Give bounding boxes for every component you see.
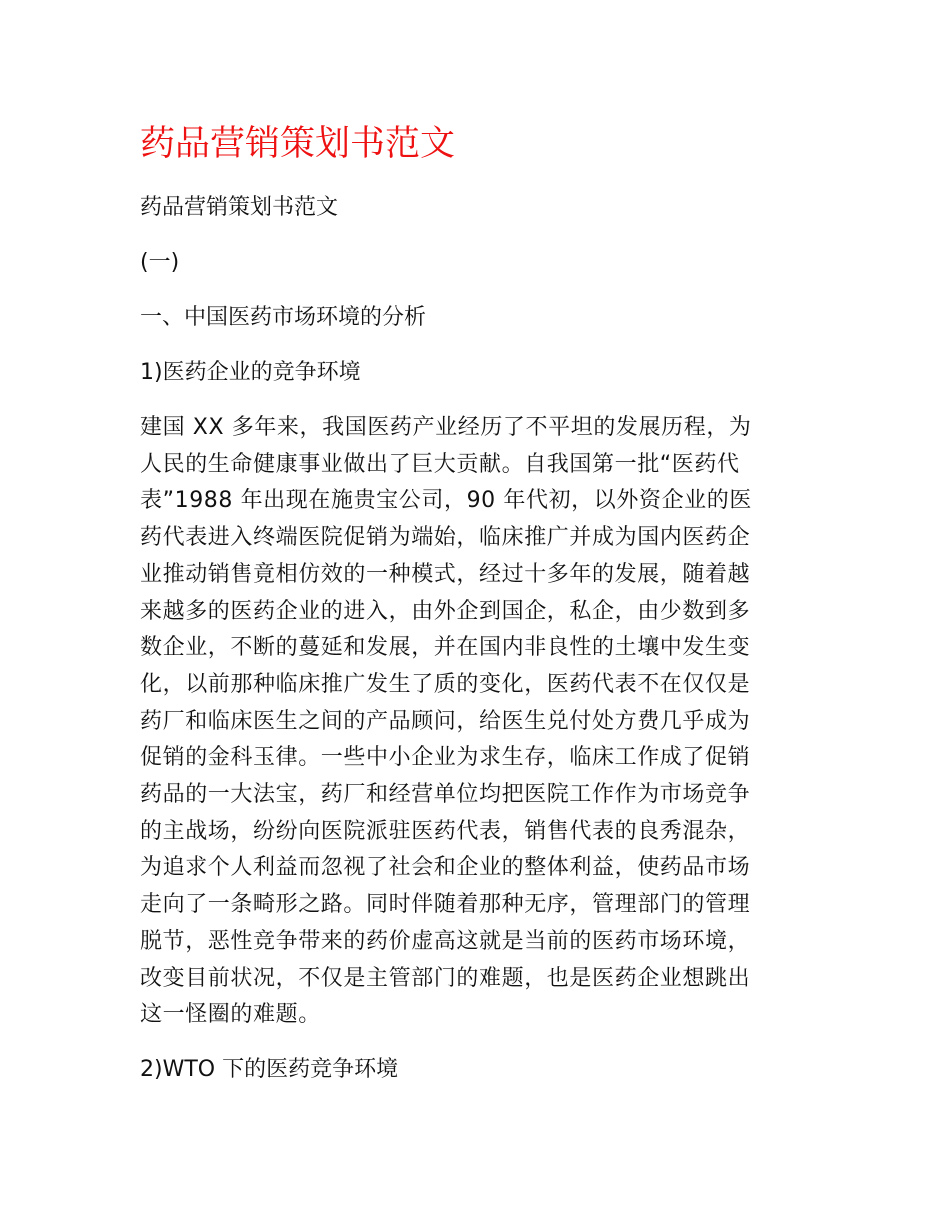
paragraph-line: 为追求个人利益而忽视了社会和企业的整体利益，使药品市场	[140, 855, 751, 881]
paragraph-line: 走向了一条畸形之路。同时伴随着那种无序，管理部门的管理	[140, 892, 751, 918]
part-label: (一)	[140, 250, 180, 275]
section-heading-1: 一、中国医药市场环境的分析	[140, 305, 427, 330]
paragraph-line: 这一怪圈的难题。	[140, 1002, 321, 1028]
paragraph-line: 人民的生命健康事业做出了巨大贡献。自我国第一批“医药代	[140, 451, 740, 477]
paragraph-line: 药厂和临床医生之间的产品顾问，给医生兑付处方费几乎成为	[140, 708, 751, 734]
paragraph-line: 建国 XX 多年来，我国医药产业经历了不平坦的发展历程，为	[140, 415, 752, 440]
subsection-heading-2: 2)WTO 下的医药竞争环境	[140, 1057, 399, 1082]
paragraph-line: 促销的金科玉律。一些中小企业为求生存，临床工作成了促销	[140, 745, 751, 771]
body-paragraph	[140, 410, 820, 1034]
document-subtitle: 药品营销策划书范文	[140, 195, 339, 220]
paragraph-line: 脱节，恶性竞争带来的药价虚高这就是当前的医药市场环境，	[140, 928, 751, 954]
document-title: 药品营销策划书范文	[140, 124, 456, 164]
paragraph-line: 的主战场，纷纷向医院派驻医药代表，销售代表的良秀混杂，	[140, 818, 751, 844]
paragraph-line: 药代表进入终端医院促销为端始，临床推广并成为国内医药企	[140, 525, 751, 551]
paragraph-line: 来越多的医药企业的进入，由外企到国企，私企，由少数到多	[140, 598, 751, 624]
subsection-heading-1: 1)医药企业的竞争环境	[140, 360, 361, 385]
paragraph-line: 化，以前那种临床推广发生了质的变化，医药代表不在仅仅是	[140, 671, 751, 697]
paragraph-line: 改变目前状况，不仅是主管部门的难题，也是医药企业想跳出	[140, 965, 751, 991]
paragraph-line: 业推动销售竟相仿效的一种模式，经过十多年的发展，随着越	[140, 561, 751, 587]
paragraph-line: 表”1988 年出现在施贵宝公司，90 年代初，以外资企业的医	[140, 488, 752, 514]
paragraph-line: 数企业，不断的蔓延和发展，并在国内非良性的土壤中发生变	[140, 635, 751, 661]
paragraph-line: 药品的一大法宝，药厂和经营单位均把医院工作作为市场竞争	[140, 782, 751, 808]
